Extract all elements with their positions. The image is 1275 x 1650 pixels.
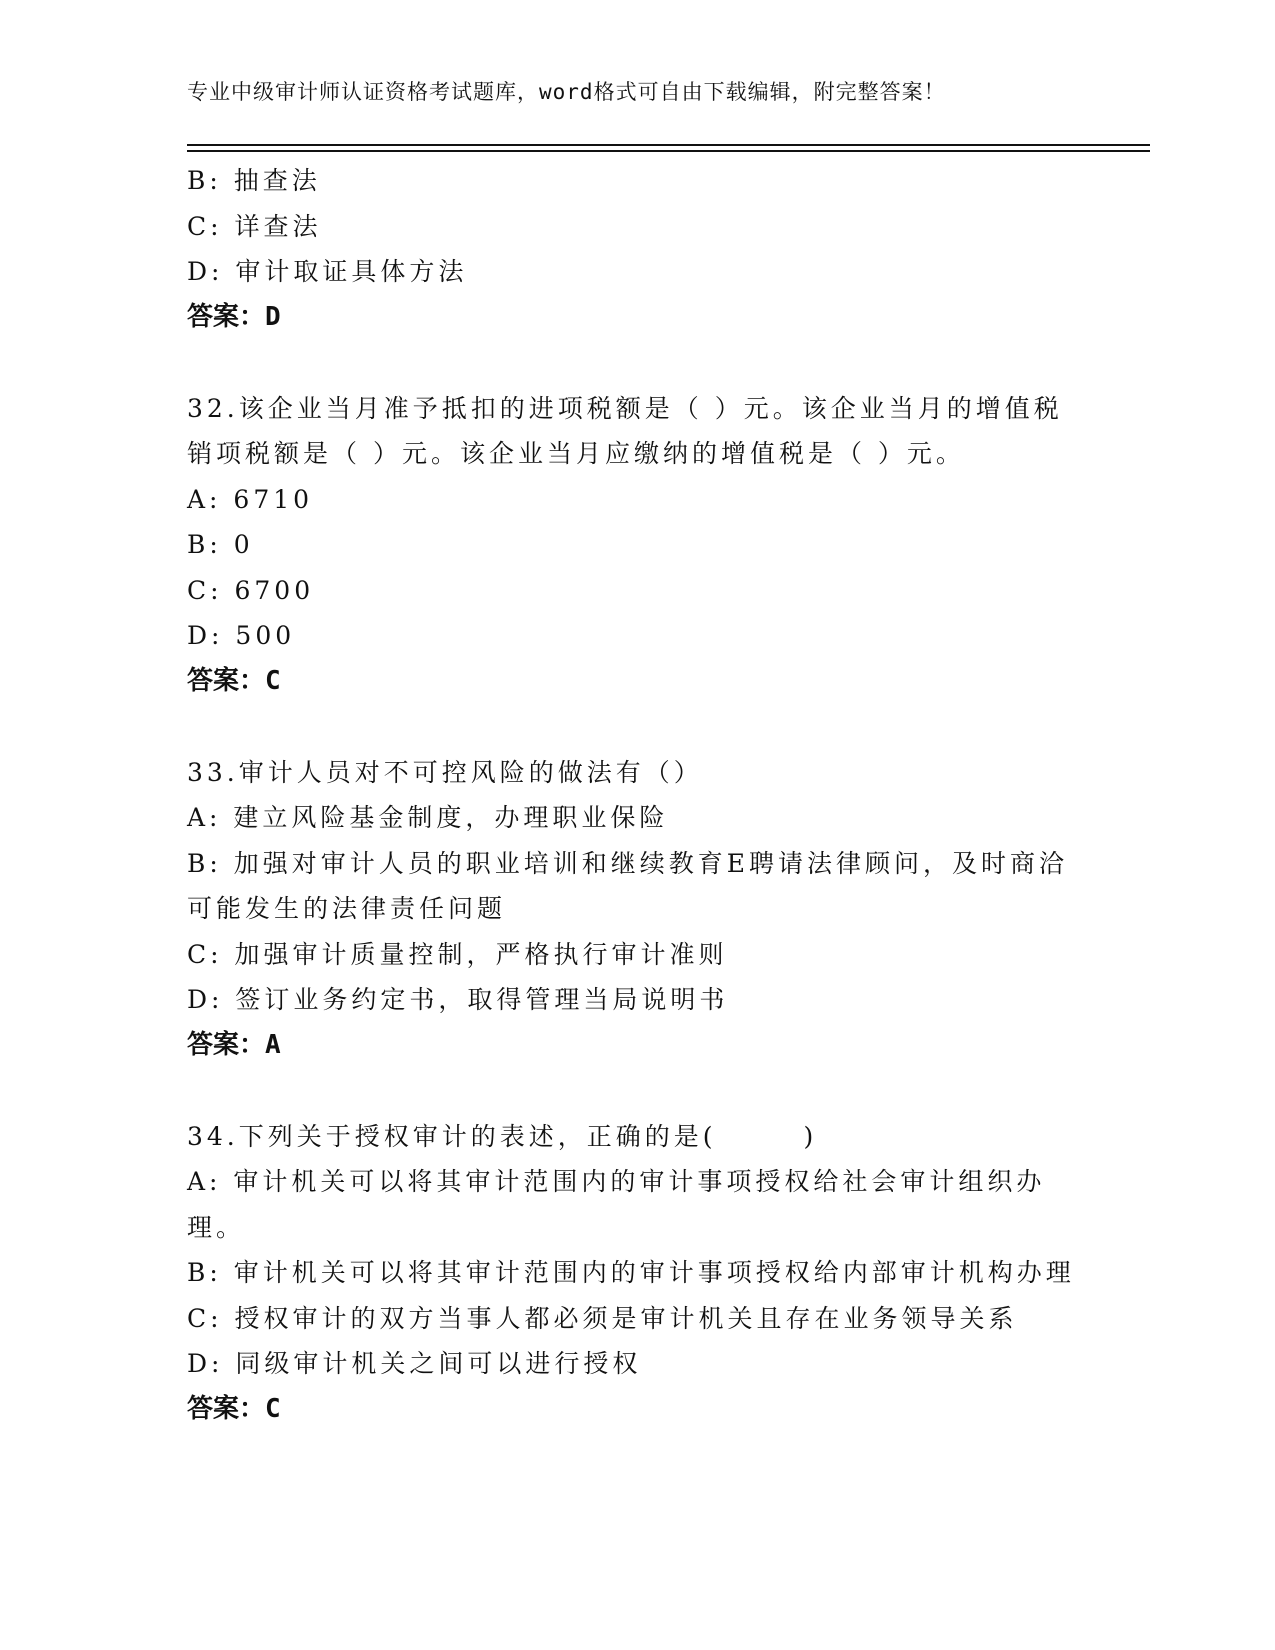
question-block-32 bbox=[187, 386, 1087, 705]
question-block-34 bbox=[187, 1114, 1087, 1433]
option-a: A: 审计机关可以将其审计范围内的审计事项授权给社会审计组织办理。 bbox=[187, 1167, 1046, 1242]
page-header: 专业中级审计师认证资格考试题库，word格式可自由下载编辑，附完整答案！ bbox=[187, 80, 946, 104]
header-divider-bottom bbox=[187, 150, 1150, 152]
question-stem: 32.该企业当月准予抵扣的进项税额是（ ）元。该企业当月的增值税销项税额是（ ）元。该企业当月应缴纳的增值税是（ ）元。 bbox=[187, 393, 1063, 468]
option-a: A: 建立风险基金制度，办理职业保险 bbox=[187, 803, 669, 832]
question-block-33 bbox=[187, 750, 1087, 1069]
option-c: C: 6700 bbox=[187, 575, 315, 605]
option-b: B: 0 bbox=[187, 530, 254, 559]
header-divider-top bbox=[187, 144, 1150, 146]
option-a: A: 6710 bbox=[187, 484, 314, 514]
option-b: B: 审计机关可以将其审计范围内的审计事项授权给内部审计机构办理 bbox=[187, 1258, 1075, 1287]
option-d: D: 500 bbox=[187, 621, 296, 650]
option-d: D: 同级审计机关之间可以进行授权 bbox=[187, 1349, 642, 1378]
option-c: C: 授权审计的双方当事人都必须是审计机关且存在业务领导关系 bbox=[187, 1303, 1018, 1333]
option-b: B: 抽查法 bbox=[187, 166, 321, 195]
question-block-31 bbox=[187, 158, 1087, 340]
option-c: C: 加强审计质量控制，严格执行审计准则 bbox=[187, 939, 728, 969]
option-d: D: 审计取证具体方法 bbox=[187, 257, 468, 286]
option-b: B: 加强对审计人员的职业培训和继续教育E聘请法律顾问，及时商洽可能发生的法律责任问题 bbox=[187, 848, 1068, 923]
answer: 答案：D bbox=[187, 301, 281, 332]
answer: 答案：C bbox=[187, 665, 281, 696]
question-content bbox=[187, 158, 1087, 1432]
answer: 答案：C bbox=[187, 1393, 281, 1424]
answer: 答案：A bbox=[187, 1029, 281, 1060]
question-stem: 33.审计人员对不可控风险的做法有（） bbox=[187, 757, 703, 787]
option-c: C: 详查法 bbox=[187, 211, 322, 241]
option-d: D: 签订业务约定书，取得管理当局说明书 bbox=[187, 985, 729, 1014]
question-stem: 34.下列关于授权审计的表述，正确的是( ) bbox=[187, 1121, 818, 1151]
